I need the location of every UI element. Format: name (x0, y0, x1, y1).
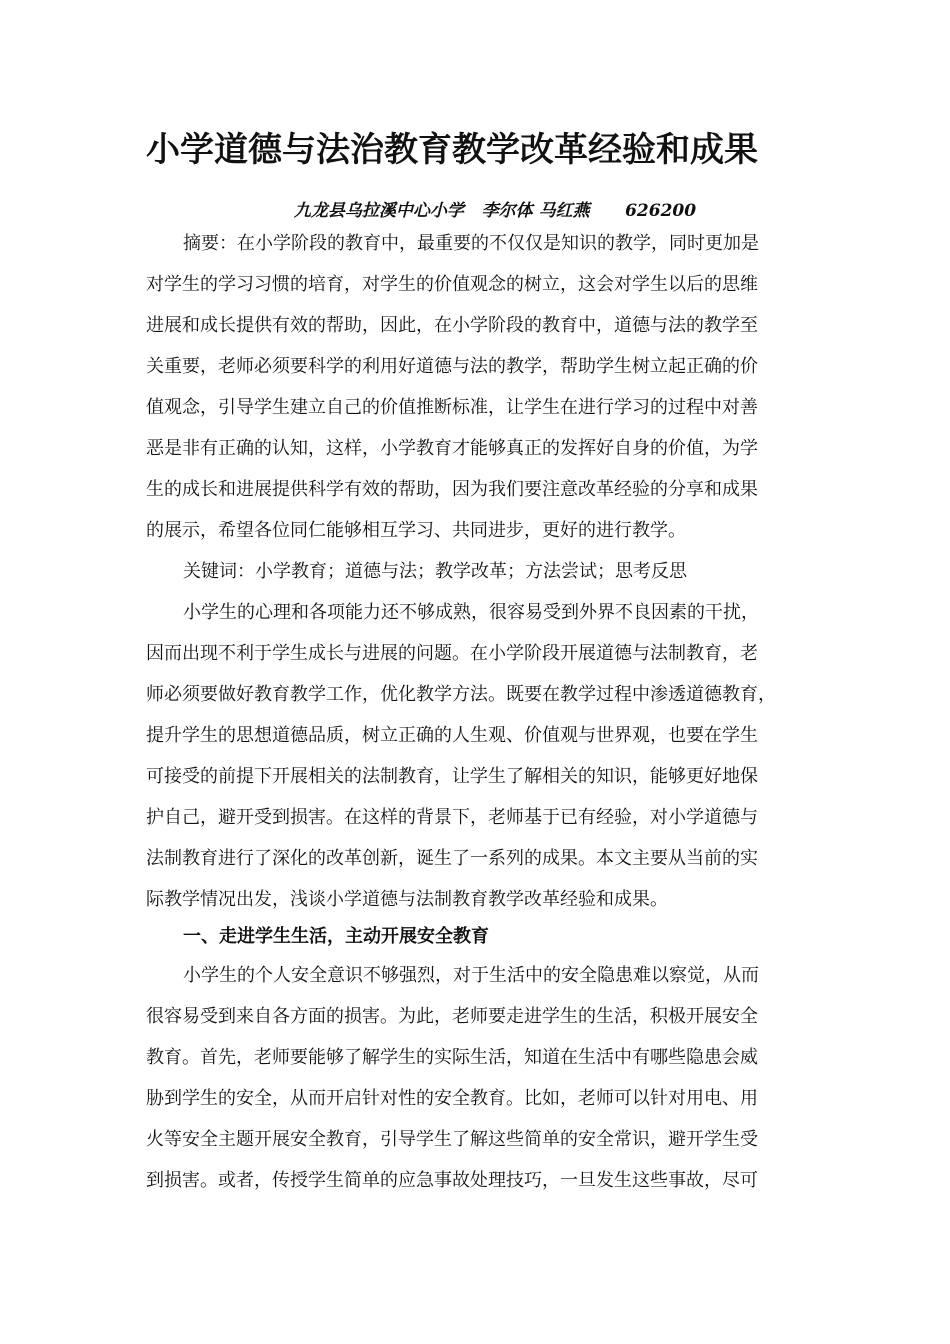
abstract-line: 恶是非有正确的认知，这样，小学教育才能够真正的发挥好自身的价值，为学 (146, 438, 758, 459)
body-line: 胁到学生的安全，从而开启针对性的安全教育。比如，老师可以针对用电、用 (146, 1088, 758, 1109)
section-heading: 一、走进学生生活，主动开展安全教育 (183, 926, 489, 947)
body-line: 际教学情况出发，浅谈小学道德与法制教育教学改革经验和成果。 (146, 889, 668, 910)
body-line: 因而出现不利于学生成长与进展的问题。在小学阶段开展道德与法制教育，老 (146, 643, 758, 664)
body-line: 教育。首先，老师要能够了解学生的实际生活，知道在生活中有哪些隐患会威 (146, 1047, 758, 1068)
body-line: 到损害。或者，传授学生简单的应急事故处理技巧，一旦发生这些事故，尽可 (146, 1170, 758, 1191)
abstract-line: 生的成长和进展提供科学有效的帮助，因为我们要注意改革经验的分享和成果 (146, 479, 758, 500)
body-line: 师必须要做好教育教学工作，优化教学方法。既要在教学过程中渗透道德教育， (146, 684, 776, 705)
abstract-line: 进展和成长提供有效的帮助，因此，在小学阶段的教育中，道德与法的教学至 (146, 315, 758, 336)
body-line: 小学生的个人安全意识不够强烈，对于生活中的安全隐患难以察觉，从而 (183, 965, 759, 986)
body-line: 法制教育进行了深化的改革创新，诞生了一系列的成果。本文主要从当前的实 (146, 848, 758, 869)
abstract-line: 的展示，希望各位同仁能够相互学习、共同进步，更好的进行教学。 (146, 520, 686, 541)
author-byline: 九龙县乌拉溪中心小学 李尔体 马红燕 626200 (293, 201, 697, 221)
keywords-line: 关键词：小学教育；道德与法；教学改革；方法尝试；思考反思 (183, 561, 687, 582)
body-line: 火等安全主题开展安全教育，引导学生了解这些简单的安全常识，避开学生受 (146, 1129, 758, 1150)
body-line: 可接受的前提下开展相关的法制教育，让学生了解相关的知识，能够更好地保 (146, 766, 758, 787)
document-title: 小学道德与法治教育教学改革经验和成果 (146, 130, 758, 170)
body-line: 提升学生的思想道德品质，树立正确的人生观、价值观与世界观，也要在学生 (146, 725, 758, 746)
body-line: 护自己，避开受到损害。在这样的背景下，老师基于已有经验，对小学道德与 (146, 807, 758, 828)
abstract-line: 对学生的学习习惯的培育，对学生的价值观念的树立，这会对学生以后的思维 (146, 274, 758, 295)
abstract-line: 关重要，老师必须要科学的利用好道德与法的教学，帮助学生树立起正确的价 (146, 356, 758, 377)
body-line: 小学生的心理和各项能力还不够成熟，很容易受到外界不良因素的干扰， (183, 602, 759, 623)
abstract-line: 摘要：在小学阶段的教育中，最重要的不仅仅是知识的教学，同时更加是 (183, 233, 759, 254)
abstract-line: 值观念，引导学生建立自己的价值推断标准，让学生在进行学习的过程中对善 (146, 397, 758, 418)
body-line: 很容易受到来自各方面的损害。为此，老师要走进学生的生活，积极开展安全 (146, 1006, 758, 1027)
